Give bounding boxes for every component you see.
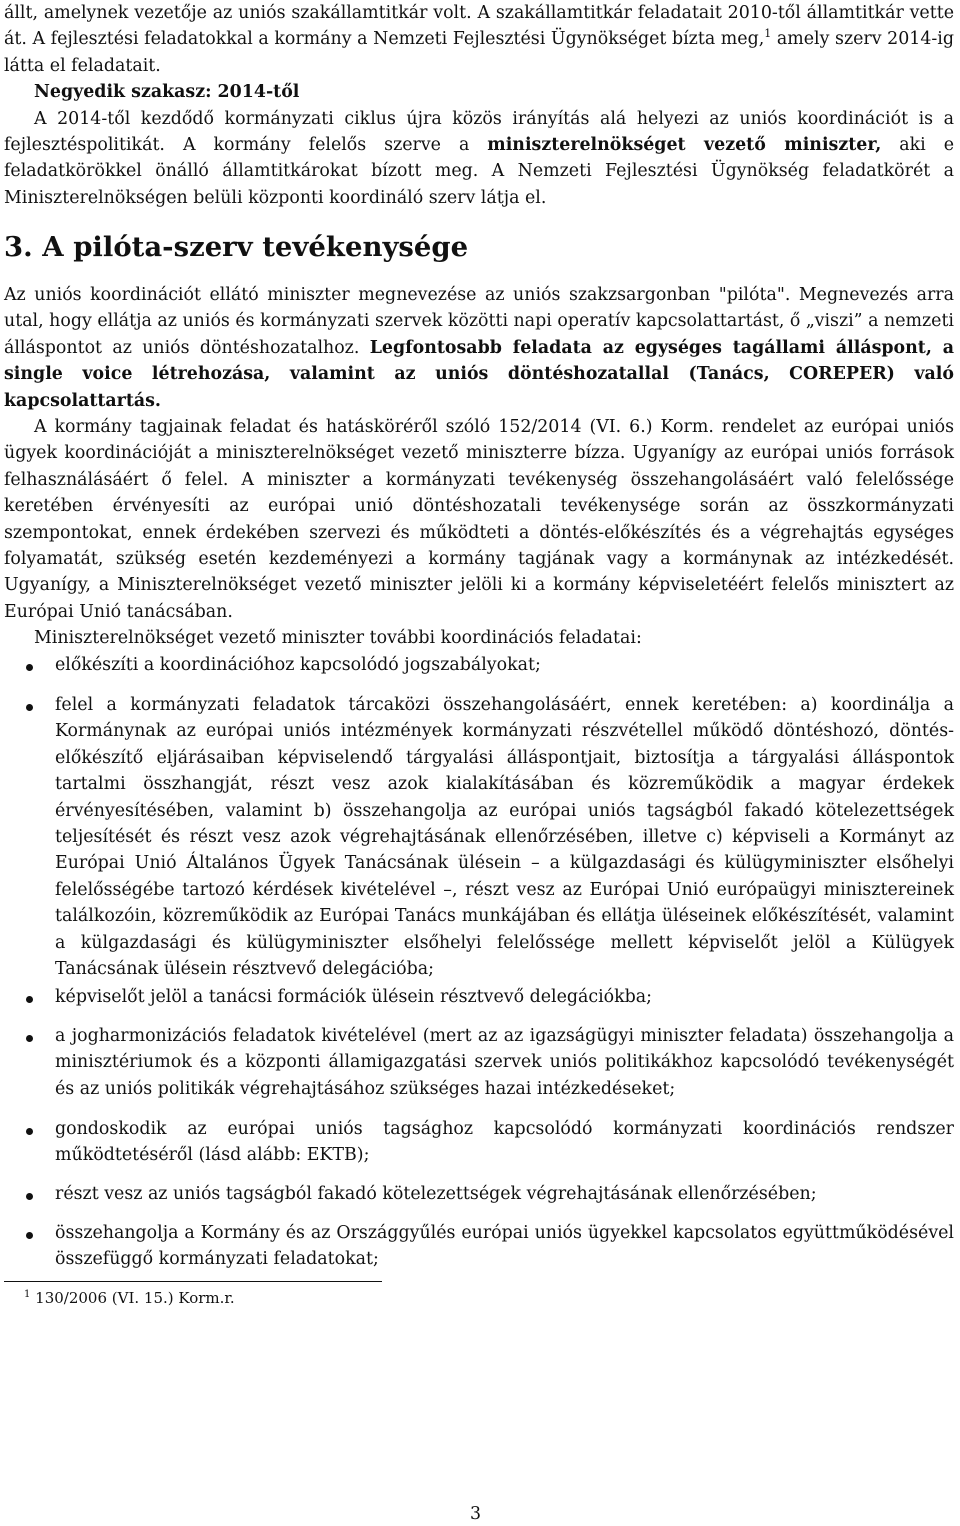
bullet-icon [26, 1035, 33, 1042]
bullet-icon [26, 1193, 33, 1200]
stage4-bold-phrase: miniszterelnökséget vezető miniszter, [487, 135, 882, 156]
section3-body [4, 282, 954, 652]
footnote-mark: 1 [24, 1289, 31, 1300]
section3-paragraph-1: Az uniós koordinációt ellátó miniszter megnevezése az uniós szakzsargonban "pilóta". Megnevezés arra utal, hogy ellátja az uniós és kormányzati szervek közötti napi operatív kapcsolattartást, ő „viszi” a nemzeti álláspontot az uniós döntéshozatalhoz. Legfontosabb feladata az egységes tagállami álláspont, a single voice létrehozása, valamint az uniós döntéshozatallal (Tanács, COREPER) való kapcsolattartás. [4, 285, 954, 411]
list-item: összehangolja a Kormány és az Országgyűlés európai uniós ügyekkel kapcsolatos együttműködésével összefüggő kormányzati feladatokat; [4, 1220, 954, 1273]
bullet-icon [26, 664, 33, 671]
stage4-heading: Negyedik szakasz: 2014-től [34, 82, 300, 103]
footnote-reference[interactable]: 1 [764, 27, 772, 41]
section3-paragraph-3: Miniszterelnökséget vezető miniszter további koordinációs feladatai: [34, 628, 642, 649]
bullet-icon [26, 704, 33, 711]
list-item: a jogharmonizációs feladatok kivételével (mert az az igazságügyi miniszter feladata) összehangolja a minisztériumok és a központi államigazgatási szervek uniós politikákhoz kapcsolódó tevékenységét és az uniós politikák végrehajtásához szükséges hazai intézkedéseket; [4, 1023, 954, 1102]
bullet-icon [26, 1128, 33, 1135]
list-item: gondoskodik az európai uniós tagsághoz kapcsolódó kormányzati koordinációs rendszer működtetéséről (lásd alább: EKTB); [4, 1116, 954, 1169]
intro-section [4, 0, 954, 211]
list-item: előkészíti a koordinációhoz kapcsolódó jogszabályokat; [4, 652, 954, 678]
bullet-icon [26, 996, 33, 1003]
bullet-icon [26, 1232, 33, 1239]
list-item: részt vesz az uniós tagságból fakadó kötelezettségek végrehajtásának ellenőrzésében; [4, 1181, 954, 1207]
page-number: 3 [470, 1504, 482, 1524]
footnote-text: 130/2006 (VI. 15.) Korm.r. [35, 1289, 235, 1307]
section3-paragraph-2: A kormány tagjainak feladat és hatásköréről szóló 152/2014 (VI. 6.) Korm. rendelet az európai uniós ügyek koordinációját a miniszterelnökséget vezető miniszterre bízza. Ugyanígy az európai uniós források felhasználásáért ő felel. A miniszter a kormányzati tevékenység összehangolásáért való felelőssége keretében érvényesíti az európai unió döntéshozatali tevékenysége során az összkormányzati szempontokat, ennek érdekében szervezi és működteti a döntés-előkészítés és a végrehajtás egységes folyamatát, szükség esetén kezdeményezi a kormány tagjának vagy a kormánynak az intézkedését. Ugyanígy, a Miniszterelnökséget vezető miniszter jelöli ki a kormány képviseletéért felelős minisztert az Európai Unió tanácsában. [4, 417, 954, 622]
list-item: képviselőt jelöl a tanácsi formációk ülésein résztvevő delegációkba; [4, 984, 954, 1010]
list-item: felel a kormányzati feladatok tárcaközi összehangolásáért, ennek keretében: a) koordinálja a Kormánynak az európai uniós intézmények kormányzati részvétellel működő döntéshozó, döntés-előkészítő eljárásaiban képviselendő tárgyalási álláspontjait, biztosítja a tárgyalási álláspontok tartalmi összhangját, részt vesz azok kialakításában és közreműködik a magyar érdekek érvényesítésében, valamint b) összehangolja az európai uniós tagságból fakadó kötelezettségek teljesítését és részt vesz azok végrehajtásának ellenőrzésében, illetve c) képviseli a Kormányt az Európai Unió Általános Ügyek Tanácsának ülésein – a külgazdasági és külügyminiszter elsőhelyi felelősségébe tartozó kérdések kivételével –, részt vesz az Európai Unió európaügyi minisztereinek találkozóin, közreműködik az Európai Tanács munkájában és ellátja üléseinek előkészítését, valamint a külgazdasági és külügyminiszter elsőhelyi felelőssége mellett képviselőt jelöl a Külügyek Tanácsának ülésein résztvevő delegációba; [4, 692, 954, 982]
section-title: 3. A pilóta-szerv tevékenysége [4, 231, 469, 263]
stage4-paragraph: A 2014-től kezdődő kormányzati ciklus újra közös irányítás alá helyezi az uniós koordinációt is a fejlesztéspolitikát. A kormány felelős szerve a miniszterelnökséget vezető miniszter, aki e feladatkörökkel önálló államtitkárokat bízott meg. A Nemzeti Fejlesztési Ügynökség feladatkörét a Miniszterelnökségen belüli központi koordináló szerv látja el. [4, 108, 954, 208]
section3-bold-statement: Legfontosabb feladata az egységes tagállami álláspont, a single voice létrehozása, valamint az uniós döntéshozatallal (Tanács, COREPER) való kapcsolattartás. [4, 337, 954, 411]
footnote-divider [4, 1281, 382, 1282]
footnote [24, 1286, 235, 1310]
intro-paragraph: állt, amelynek vezetője az uniós szakállamtitkár volt. A szakállamtitkár feladatait 2010-től államtitkár vette át. A fejlesztési feladatokkal a kormány a Nemzeti Fejlesztési Ügynökséget bízta meg,$^1$ amely szerv 2014-ig látta el feladatait. [4, 3, 955, 76]
